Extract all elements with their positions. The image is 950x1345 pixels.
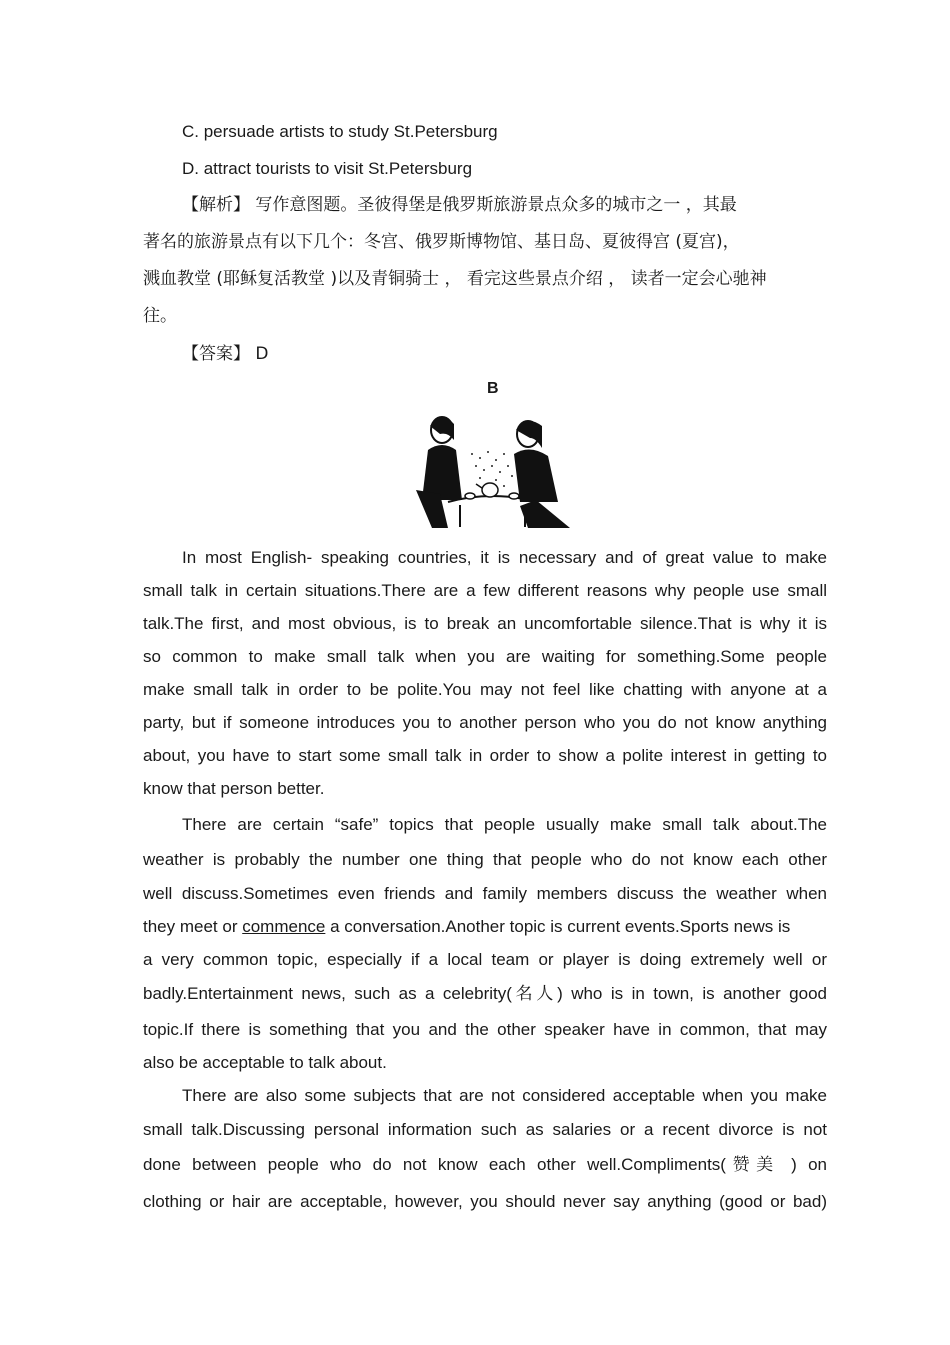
two-women-tea-illustration [410, 410, 575, 530]
passage-p3-line-1: There are also some subjects that are not considered acceptable when you make [182, 1086, 827, 1105]
passage-p2-line-3: well discuss.Sometimes even friends and family members discuss the weather when [143, 884, 827, 903]
passage-p2-line-8: also be acceptable to talk about. [143, 1053, 387, 1072]
right-woman [514, 421, 570, 528]
teapot-and-cups [465, 483, 519, 499]
passage-p3-line-2: small talk.Discussing personal information such as salaries or a recent divorce is not [143, 1120, 827, 1139]
passage-p2-line-5: a very common topic, especially if a local team or player is doing extremely well or [143, 950, 827, 969]
passage-p2-line-1: There are certain “safe” topics that people usually make small talk about.The [182, 815, 827, 834]
passage-p1-line-3: talk.The first, and most obvious, is to break an uncomfortable silence.That is why it is [143, 614, 827, 633]
passage-p3-line-4: clothing or hair are acceptable, however, you should never say anything (good or bad) [143, 1192, 827, 1211]
background-pattern [471, 451, 513, 487]
passage-p1-line-1: In most English- speaking countries, it is necessary and of great value to make [182, 548, 827, 567]
left-woman [416, 417, 462, 528]
analysis-line-1: 【解析】 写作意图题。圣彼得堡是俄罗斯旅游景点众多的城市之一 ，其最 [182, 195, 737, 215]
passage-p2-line-2: weather is probably the number one thing that people who do not know each other [143, 850, 827, 869]
p2-line4-end: a conversation.Another topic is current events.Sports news is [325, 917, 791, 936]
answer-line: 【答案】 D [182, 344, 269, 364]
passage-p1-line-6: party, but if someone introduces you to another person who you do not know anything [143, 713, 827, 732]
analysis-line-4: 往。 [143, 306, 177, 326]
passage-p3-line-3: done between people who do not know each other well.Compliments(赞美 ) on [143, 1155, 827, 1174]
passage-p1-line-7: about, you have to start some small talk in order to show a polite interest in getting to [143, 746, 827, 765]
passage-p2-line-7: topic.If there is something that you and the other speaker have in common, that may [143, 1020, 827, 1039]
option-c: C. persuade artists to study St.Petersburg [182, 122, 498, 141]
option-d: D. attract tourists to visit St.Petersburg [182, 159, 473, 178]
section-heading: B [487, 380, 499, 397]
passage-p2-line-6: badly.Entertainment news, such as a celebrity(名人) who is in town, is another good [143, 984, 827, 1003]
p2-line4-start: they meet or [143, 917, 243, 936]
passage-p1-line-2: small talk in certain situations.There are a few different reasons why people use small [143, 581, 827, 600]
passage-p1-line-8: know that person better. [143, 779, 325, 798]
analysis-line-3: 溅血教堂 (耶稣复活教堂 )以及青铜骑士 ， 看完这些景点介绍 ， 读者一定会心驰神 [143, 269, 767, 289]
underlined-word-commence: commence [242, 917, 326, 936]
passage-p2-line-4 [143, 916, 827, 938]
passage-p1-line-5: make small talk in order to be polite.You may not feel like chatting with anyone at a [143, 680, 827, 699]
passage-p1-line-4: so common to make small talk when you are waiting for something.Some people [143, 647, 827, 666]
analysis-line-2: 著名的旅游景点有以下几个：冬宫、俄罗斯博物馆、基日岛、夏彼得宫 (夏宫)， [143, 232, 740, 252]
